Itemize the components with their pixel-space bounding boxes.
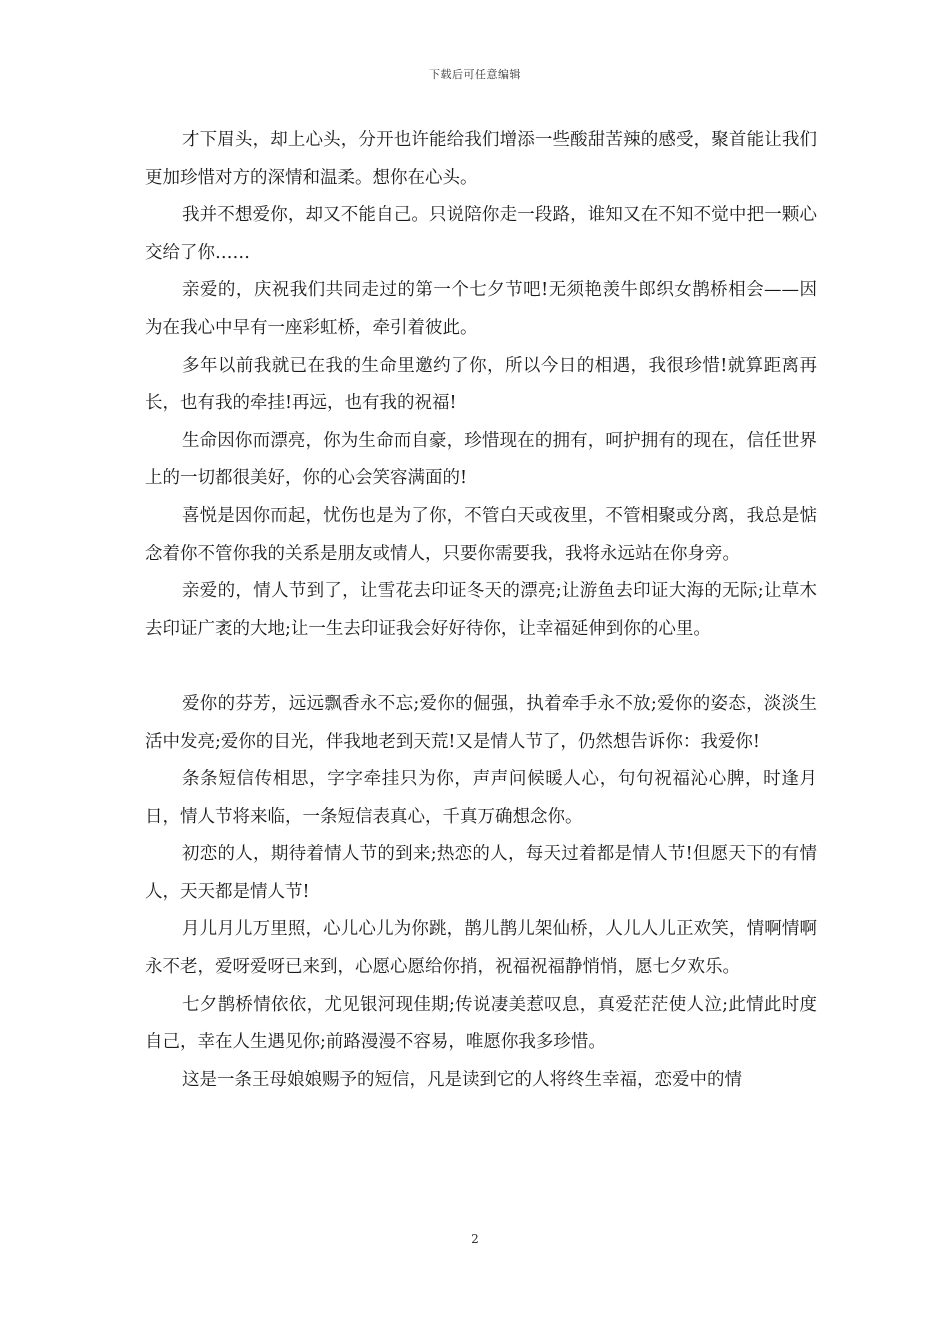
paragraph: 这是一条王母娘娘赐予的短信，凡是读到它的人将终生幸福，恋爱中的情 (182, 1069, 742, 1090)
paragraph: 爱你的芬芳，远远飘香永不忘;爱你的倔强，执着牵手永不放;爱你的姿态，淡淡生活中发亮;爱你的目光，伴我地老到天荒!又是情人节了，仍然想告诉你：我爱你! (145, 693, 817, 752)
paragraph: 才下眉头，却上心头，分开也许能给我们增添一些酸甜苦辣的感受，聚首能让我们更加珍惜对方的深情和温柔。想你在心头。 (145, 130, 817, 188)
document-body (145, 122, 817, 1099)
paragraph: 多年以前我就已在我的生命里邀约了你，所以今日的相遇，我很珍惜!就算距离再长，也有我的牵挂!再远，也有我的祝福! (145, 355, 817, 414)
page-number: 2 (471, 1232, 479, 1246)
paragraph: 初恋的人，期待着情人节的到来;热恋的人，每天过着都是情人节!但愿天下的有情人，天天都是情人节! (145, 844, 817, 902)
paragraph: 生命因你而漂亮，你为生命而自豪，珍惜现在的拥有，呵护拥有的现在，信任世界上的一切都很美好，你的心会笑容满面的! (145, 430, 817, 489)
paragraph: 月儿月儿万里照，心儿心儿为你跳，鹊儿鹊儿架仙桥，人儿人儿正欢笑，情啊情啊永不老，爱呀爱呀已来到，心愿心愿给你捎，祝福祝福静悄悄，愿七夕欢乐。 (145, 919, 817, 978)
paragraph: 亲爱的，庆祝我们共同走过的第一个七夕节吧!无须艳羡牛郎织女鹊桥相会——因为在我心中早有一座彩虹桥，牵引着彼此。 (145, 280, 817, 338)
paragraph: 喜悦是因你而起，忧伤也是为了你，不管白天或夜里，不管相聚或分离，我总是惦念着你不管你我的关系是朋友或情人，只要你需要我，我将永远站在你身旁。 (145, 505, 817, 564)
paragraph: 我并不想爱你，却又不能自己。只说陪你走一段路，谁知又在不知不觉中把一颗心交给了你…… (145, 205, 817, 263)
paragraph: 亲爱的，情人节到了，让雪花去印证冬天的漂亮;让游鱼去印证大海的无际;让草木去印证广袤的大地;让一生去印证我会好好待你，让幸福延伸到你的心里。 (145, 581, 817, 639)
blank-line (145, 648, 817, 686)
paragraph: 条条短信传相思，字字牵挂只为你，声声问候暖人心，句句祝福沁心脾，时逢月日，情人节将来临，一条短信表真心，千真万确想念你。 (145, 769, 817, 827)
paragraph: 七夕鹊桥情依依，尤见银河现佳期;传说凄美惹叹息，真爱茫茫使人泣;此情此时度自己，幸在人生遇见你;前路漫漫不容易，唯愿你我多珍惜。 (145, 994, 817, 1053)
page-header: 下载后可任意编辑 (429, 68, 521, 81)
